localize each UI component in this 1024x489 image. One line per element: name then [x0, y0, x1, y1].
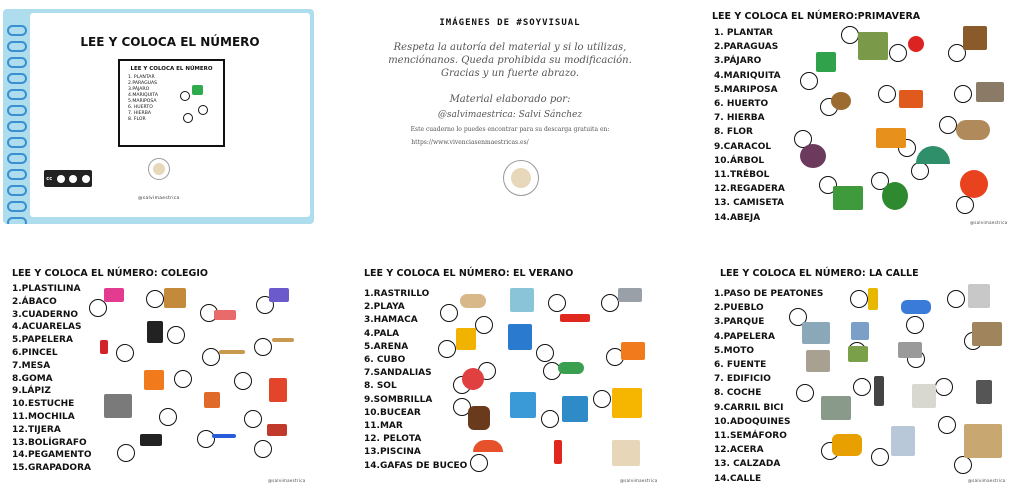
list-item: 10.ÁRBOL — [714, 155, 765, 166]
list-item: 3.HAMACA — [364, 315, 418, 326]
sandals-icon — [468, 406, 490, 430]
author-logo — [148, 158, 170, 180]
panel-footer: @salvimaestrica — [970, 220, 1008, 225]
list-item: 6. FUENTE — [714, 360, 767, 371]
list-item: 5.MARIPOSA — [714, 84, 778, 95]
pool-icon — [508, 324, 532, 350]
list-item: 7. EDIFICIO — [714, 374, 771, 385]
answer-circle[interactable] — [234, 372, 252, 390]
list-item: 3.PÁJARO — [714, 56, 762, 67]
list-item: 8. COCHE — [714, 388, 762, 399]
bin-icon — [147, 321, 163, 343]
list-item: 13.BOLÍGRAFO — [12, 437, 87, 448]
answer-circle[interactable] — [853, 378, 871, 396]
hammock-icon — [618, 288, 642, 302]
answer-circle[interactable] — [871, 448, 889, 466]
sand-texture-icon — [612, 440, 640, 466]
watercolors-icon — [269, 288, 289, 302]
answer-circle[interactable] — [438, 340, 456, 358]
answer-circle[interactable] — [954, 456, 972, 474]
list-item: 8. FLOR — [714, 127, 753, 138]
list-item: 13. CALZADA — [714, 459, 781, 470]
list-item: 11.MAR — [364, 421, 403, 432]
flower-icon — [960, 170, 988, 198]
list-item: 2.PUEBLO — [714, 303, 764, 314]
answer-circle[interactable] — [938, 416, 956, 434]
stapler-icon — [140, 434, 162, 446]
list-item: 11.TRÉBOL — [714, 170, 770, 181]
list-item: 11.MOCHILA — [12, 411, 75, 422]
cc-label: cc — [46, 175, 53, 182]
snail-icon — [956, 120, 990, 140]
credits-title: IMÁGENES DE #SOYVISUAL — [439, 18, 581, 28]
abacus-icon — [164, 288, 186, 308]
bucket-icon — [456, 328, 476, 350]
colegio-panel — [4, 266, 310, 486]
street-icon — [898, 342, 922, 358]
pencil-case-icon — [267, 424, 287, 436]
list-item: 5.PAPELERA — [12, 335, 73, 346]
credits-line: @salvimaestrica: Salvi Sánchez — [437, 110, 583, 120]
backpack-icon — [269, 378, 287, 402]
cobblestone-icon — [806, 350, 830, 372]
mini-item: 2.PARAGUAS — [128, 81, 158, 86]
answer-circle[interactable] — [954, 85, 972, 103]
mini-item: 5.MARIPOSA — [128, 99, 157, 104]
list-item: 8. SOL — [364, 381, 397, 392]
credits-line: Gracias y un fuerte abrazo. — [440, 68, 580, 79]
list-item: 13. CAMISETA — [714, 198, 784, 209]
verano-panel — [358, 266, 673, 486]
bin-icon — [868, 288, 878, 310]
answer-circle[interactable] — [939, 116, 957, 134]
answer-circle[interactable] — [202, 348, 220, 366]
list-item: 1.RASTRILLO — [364, 289, 430, 299]
answer-circle[interactable] — [475, 316, 493, 334]
mini-item: 1. PLANTAR — [128, 75, 155, 80]
mini-item: 6. HUERTO — [128, 105, 153, 110]
list-item: 6.PINCEL — [12, 347, 58, 358]
answer-circle[interactable] — [167, 326, 185, 344]
tshirt-icon — [192, 85, 203, 95]
answer-circle[interactable] — [146, 290, 164, 308]
answer-circle[interactable] — [117, 444, 135, 462]
list-item: 6. HUERTO — [714, 99, 769, 110]
list-item: 9.CARACOL — [714, 141, 772, 152]
cover-card — [30, 13, 310, 217]
list-item: 9.CARRIL BICI — [714, 402, 784, 413]
mini-list — [128, 75, 223, 123]
apartment-icon — [891, 426, 915, 456]
mini-item: 3.PÁJARO — [128, 87, 150, 92]
spiral-binding — [7, 25, 27, 224]
answer-circle[interactable] — [116, 344, 134, 362]
answer-circle[interactable] — [947, 290, 965, 308]
umbrella-icon — [916, 146, 950, 164]
road-icon — [964, 424, 1002, 458]
parasol-icon — [473, 440, 503, 452]
list-item: 13.PISCINA — [364, 447, 421, 458]
primavera-title: LEE Y COLOCA EL NÚMERO:PRIMAVERA — [712, 11, 921, 22]
list-item: 7.MESA — [12, 360, 51, 371]
panel-footer: @salvimaestrica — [968, 478, 1006, 483]
list-item: 7.SANDALIAS — [364, 368, 432, 379]
list-item: 4.PALA — [364, 328, 400, 339]
answer-circle[interactable] — [198, 105, 208, 115]
grass-icon — [833, 186, 863, 210]
shovel-icon — [554, 440, 562, 464]
list-item: 7. HIERBA — [714, 113, 765, 124]
answer-circle[interactable] — [911, 162, 929, 180]
building-icon — [851, 322, 869, 340]
tshirt-icon — [816, 52, 836, 72]
credits-url[interactable]: https://www.vivenciasenmaestricas.es/ — [411, 139, 529, 146]
list-item: 12.ACERA — [714, 445, 764, 456]
list-item: 1.PLASTILINA — [12, 284, 81, 294]
goggles-icon — [558, 362, 584, 374]
ladybug-icon — [908, 36, 924, 52]
mini-item: 7. HIERBA — [128, 111, 152, 116]
fountain-icon — [802, 322, 830, 344]
answer-circle[interactable] — [470, 454, 488, 472]
answer-circle[interactable] — [956, 196, 974, 214]
credits-line: Material elaborado por: — [449, 94, 571, 105]
tree-icon — [800, 144, 826, 168]
list-item: 8.GOMA — [12, 373, 53, 384]
ball-icon — [462, 368, 484, 390]
scooter-icon — [976, 380, 992, 404]
cover-panel — [3, 9, 314, 224]
crosswalk-icon — [968, 284, 990, 308]
clover-icon — [882, 182, 908, 210]
sand-icon — [460, 294, 486, 308]
verano-title: LEE Y COLOCA EL NÚMERO: EL VERANO — [364, 268, 574, 279]
answer-circle[interactable] — [541, 410, 559, 428]
list-item: 12.REGADERA — [714, 184, 785, 195]
answer-circle[interactable] — [841, 26, 859, 44]
butterfly-icon — [876, 128, 906, 148]
bike-lane-icon — [821, 396, 851, 420]
cover-title: LEE Y COLOCA EL NÚMERO — [80, 35, 260, 49]
mini-item: 8. FLOR — [128, 117, 146, 122]
answer-circle[interactable] — [548, 294, 566, 312]
answer-circle[interactable] — [906, 316, 924, 334]
list-item: 3.CUADERNO — [12, 309, 79, 320]
motorbike-icon — [832, 434, 862, 456]
list-item: 4.ACUARELAS — [12, 322, 82, 333]
answer-circle[interactable] — [159, 408, 177, 426]
sun-icon — [612, 388, 642, 418]
list-item: 14.CALLE — [714, 473, 762, 484]
list-item: 10.ADOQUINES — [714, 416, 791, 427]
credits-line: Respeta la autoría del material y si lo utilizas, — [393, 42, 627, 53]
list-item: 6. CUBO — [364, 355, 406, 366]
answer-circle[interactable] — [197, 430, 215, 448]
colegio-title: LEE Y COLOCA EL NÚMERO: COLEGIO — [12, 268, 208, 279]
list-item: 3.PARQUE — [714, 317, 765, 328]
rake-icon — [560, 314, 590, 322]
list-item: 9.SOMBRILLA — [364, 394, 433, 405]
list-item: 12. PELOTA — [364, 434, 422, 445]
list-item: 12.TIJERA — [12, 424, 61, 435]
author-logo — [503, 160, 539, 196]
scissors-icon — [204, 392, 220, 408]
diving-icon — [510, 392, 536, 418]
answer-circle[interactable] — [878, 85, 896, 103]
desk-icon — [104, 394, 132, 418]
cover-mini-card — [118, 59, 225, 147]
answer-circle[interactable] — [593, 390, 611, 408]
list-item: 14.PEGAMENTO — [12, 450, 92, 461]
answer-circle[interactable] — [174, 370, 192, 388]
answer-circle[interactable] — [254, 440, 272, 458]
traffic-light-icon — [874, 376, 884, 406]
sea-icon — [562, 396, 588, 422]
beach-icon — [510, 288, 534, 312]
garden-icon — [858, 32, 888, 60]
cover-handle: @salvimaestrica — [138, 196, 180, 201]
answer-circle[interactable] — [254, 338, 272, 356]
bee-icon — [831, 92, 851, 110]
list-item: 2.PARAGUAS — [714, 42, 779, 53]
list-item: 9.LÁPIZ — [12, 386, 51, 397]
answer-circle[interactable] — [536, 344, 554, 362]
answer-circle[interactable] — [889, 44, 907, 62]
eraser-icon — [214, 310, 236, 320]
answer-circle[interactable] — [244, 410, 262, 428]
beach-chair-icon — [621, 342, 645, 360]
mini-item: 4.MARIQUITA — [128, 93, 158, 98]
primavera-panel — [706, 8, 1021, 230]
credits-line: menciónanos. Queda prohibida su modificación. — [388, 55, 632, 66]
mini-title: LEE Y COLOCA EL NÚMERO — [130, 66, 213, 72]
panel-footer: @salvimaestrica — [268, 478, 306, 483]
answer-circle[interactable] — [180, 91, 190, 101]
panel-footer: @salvimaestrica — [620, 478, 658, 483]
list-item: 10.ESTUCHE — [12, 399, 75, 410]
list-item: 5.MOTO — [714, 345, 755, 356]
list-item: 14.GAFAS DE BUCEO — [364, 460, 468, 471]
credits-panel — [340, 10, 680, 210]
answer-circle[interactable] — [850, 290, 868, 308]
cc-license-badge — [44, 170, 92, 187]
list-item: 15.GRAPADORA — [12, 463, 91, 474]
list-item: 2.PLAYA — [364, 302, 405, 313]
sidewalk-icon — [912, 384, 936, 408]
list-item: 5.ARENA — [364, 341, 409, 352]
primavera-list — [714, 26, 785, 225]
bird-icon — [976, 82, 1004, 102]
plasticine-icon — [104, 288, 124, 302]
answer-circle[interactable] — [440, 304, 458, 322]
list-item: 11.SEMÁFORO — [714, 431, 787, 442]
list-item: 4.MARIQUITA — [714, 70, 781, 81]
list-item: 1. PLANTAR — [714, 28, 773, 38]
pencil-icon — [272, 338, 294, 342]
pen-icon — [212, 434, 236, 438]
park-icon — [848, 346, 868, 362]
answer-circle[interactable] — [601, 294, 619, 312]
answer-circle[interactable] — [935, 378, 953, 396]
list-item: 10.BUCEAR — [364, 407, 421, 418]
answer-circle[interactable] — [800, 72, 818, 90]
list-item: 4.PAPELERA — [714, 331, 775, 342]
planting-icon — [963, 26, 987, 50]
answer-circle[interactable] — [183, 113, 193, 123]
calle-title: LEE Y COLOCA EL NÚMERO: LA CALLE — [720, 268, 919, 279]
credits-line: Este cuaderno lo puedes encontrar para su descarga gratuita en: — [410, 126, 610, 133]
list-item: 14.ABEJA — [714, 212, 761, 223]
brush-icon — [219, 350, 245, 354]
village-icon — [972, 322, 1002, 346]
glue-icon — [100, 340, 108, 354]
calle-panel — [706, 266, 1021, 486]
car-icon — [901, 300, 931, 314]
list-item: 2.ÁBACO — [12, 296, 57, 307]
answer-circle[interactable] — [796, 384, 814, 402]
notebook-icon — [144, 370, 164, 390]
watering-can-icon — [899, 90, 923, 108]
list-item: 1.PASO DE PEATONES — [714, 289, 824, 299]
colegio-list — [12, 283, 91, 475]
